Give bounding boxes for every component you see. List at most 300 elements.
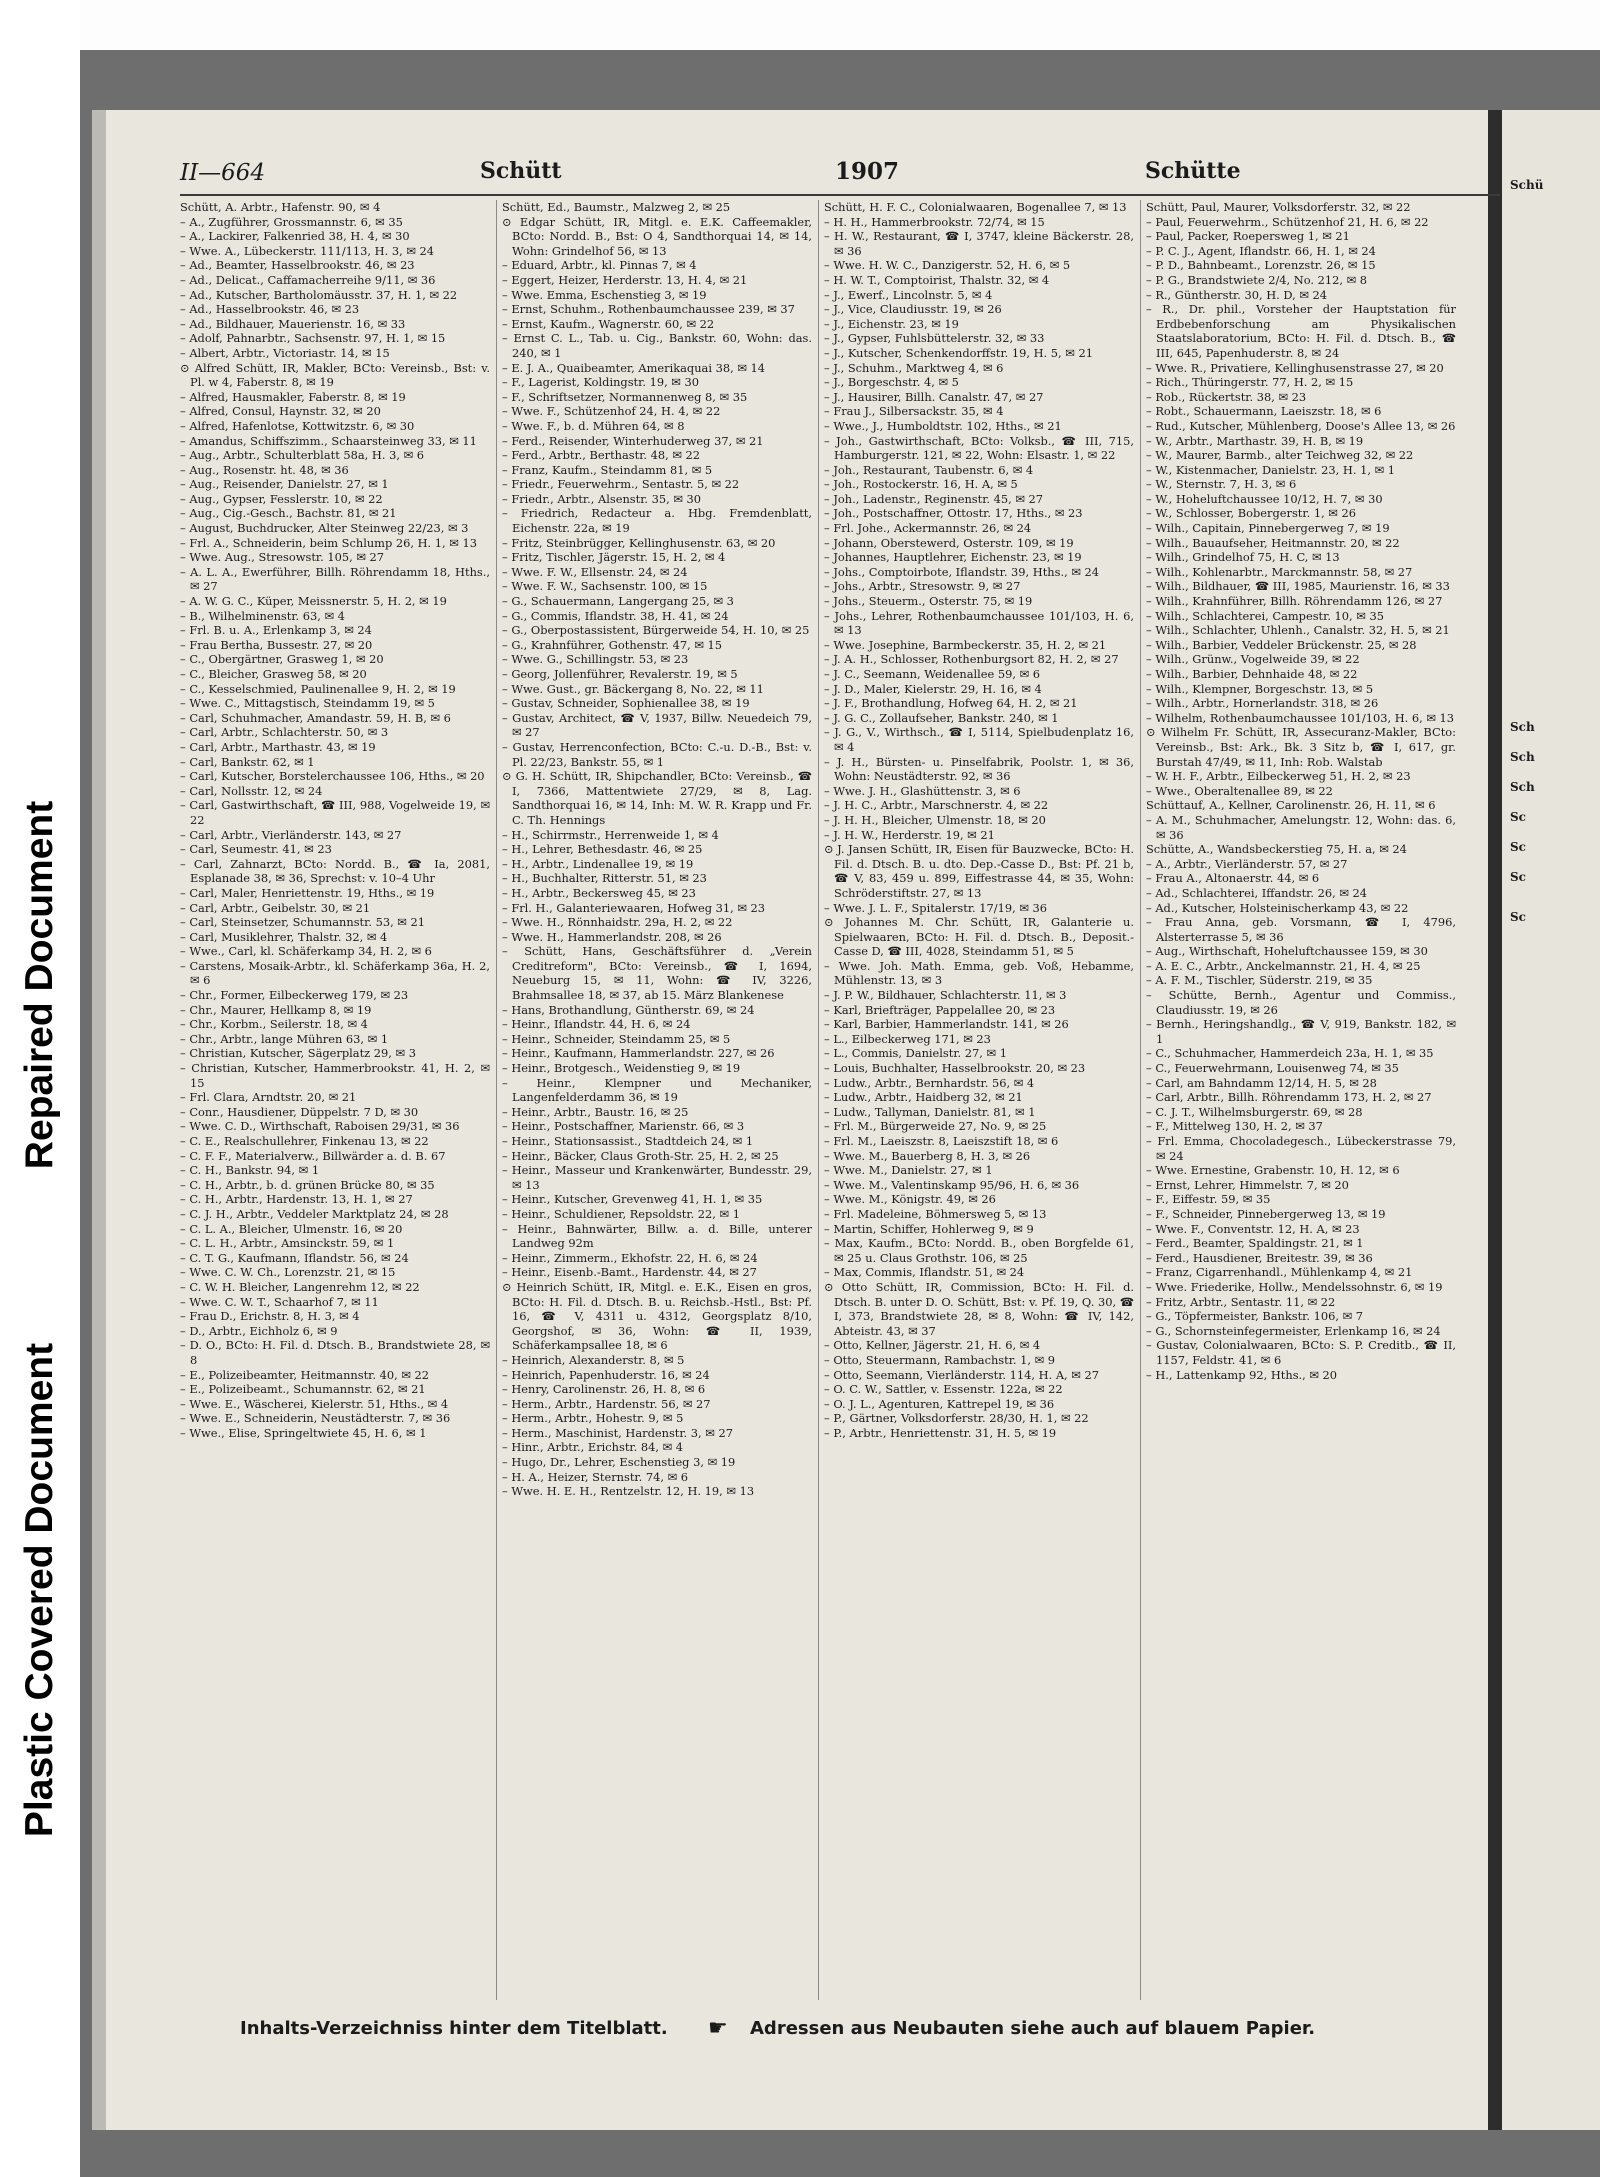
directory-entry: – Wilh., Krahnführer, Billh. Röhrendamm 126, ✉ 27 [1146,594,1443,609]
directory-entry: – Wilh., Grünw., Vogelweide 39, ✉ 22 [1146,652,1360,667]
header-first-name: Schütt [480,158,562,184]
directory-entry: – J., Hausirer, Billh. Canalstr. 47, ✉ 27 [824,389,1044,404]
directory-entry: – Karl, Briefträger, Pappelallee 20, ✉ 23 [824,1002,1056,1017]
directory-entry: – E. J. A., Quaibeamter, Amerikaquai 38, ✉ 14 [502,360,765,375]
directory-entry: – Fritz, Tischler, Jägerstr. 15, H. 2, ✉ 4 [502,550,726,565]
side-label-strip [0,0,80,2177]
page-footer [240,2018,1480,2044]
directory-entry: – C., Schuhmacher, Hammerdeich 23a, H. 1, ✉ 35 [1146,1046,1434,1061]
directory-entry: – J., Gypser, Fuhlsbüttelerstr. 32, ✉ 33 [824,331,1045,346]
directory-entry: – W., Kistenmacher, Danielstr. 23, H. 1, ✉ 1 [1146,462,1395,477]
directory-entry: – C., Obergärtner, Grasweg 1, ✉ 20 [180,652,384,667]
directory-entry: – Carl, Bankstr. 62, ✉ 1 [180,754,315,769]
directory-entry: – J., Eichenstr. 23, ✉ 19 [824,316,959,331]
directory-entry: – Johannes, Hauptlehrer, Eichenstr. 23, ✉ 19 [824,550,1082,565]
directory-entry: – Frl. M., Laeiszstr. 8, Laeiszstift 18, ✉ 6 [824,1134,1059,1148]
directory-entry: ⊙ Alfred Schütt, IR, Makler, BCto: Vereinsb., Bst: v. Pl. w 4, Faberstr. 8, ✉ 19 [180,360,490,390]
directory-entry: – Ferd., Reisender, Winterhuderweg 37, ✉ 21 [502,433,764,448]
directory-entry: – Ad., Hasselbrookstr. 46, ✉ 23 [180,302,360,317]
directory-entry: – Herm., Arbtr., Hardenstr. 56, ✉ 27 [502,1396,711,1411]
directory-entry: – H., Lattenkamp 92, Hths., ✉ 20 [1146,1367,1338,1382]
directory-entry: – August, Buchdrucker, Alter Steinweg 22/23, ✉ 3 [180,521,469,536]
directory-entry: – P. C. J., Agent, Iflandstr. 66, H. 1, ✉ 24 [1146,243,1376,258]
directory-entry: – Henry, Carolinenstr. 26, H. 8, ✉ 6 [502,1382,706,1397]
directory-entry: – Rob., Rückertstr. 38, ✉ 23 [1146,389,1307,404]
directory-entry: – Herm., Arbtr., Hohestr. 9, ✉ 5 [502,1411,684,1426]
directory-entry: – Otto, Kellner, Jägerstr. 21, H. 6, ✉ 4 [824,1338,1041,1353]
directory-entry: – Friedr., Feuerwehrm., Sentastr. 5, ✉ 22 [502,477,740,492]
directory-entry: – G., Schornsteinfegermeister, Erlenkamp 16, ✉ 24 [1146,1323,1441,1338]
directory-entry: – Gustav, Architect, ☎ V, 1937, Billw. Neuedeich 79, ✉ 27 [502,710,812,740]
directory-entry: – P. G., Brandstwiete 2/4, No. 212, ✉ 8 [1146,272,1368,287]
directory-entry: – Fritz, Arbtr., Sentastr. 11, ✉ 22 [1146,1294,1336,1309]
directory-entry: – Frl. Clara, Arndtstr. 20, ✉ 21 [180,1090,357,1105]
directory-entry: – C., Kesselschmied, Paulinenallee 9, H. 2, ✉ 19 [180,681,456,696]
directory-entry: – Wwe. Aug., Stresowstr. 105, ✉ 27 [180,550,384,565]
side-label-repaired: Repaired Document [18,800,61,1170]
directory-entry: – Paul, Feuerwehrm., Schützenhof 21, H. 6, ✉ 22 [1146,214,1429,229]
header-year: 1907 [835,158,900,185]
directory-entry: – Wilh., Schlachter, Uhlenh., Canalstr. 32, H. 5, ✉ 21 [1146,623,1450,638]
directory-entry: – Wwe. H., Hammerlandstr. 208, ✉ 26 [502,929,722,944]
directory-entry: – Ernst, Lehrer, Himmelstr. 7, ✉ 20 [1146,1177,1349,1192]
directory-entry: – Joh., Ladenstr., Reginenstr. 45, ✉ 27 [824,491,1044,506]
next-page-ref: Schü [1510,178,1544,192]
directory-entry: – C. W. H. Bleicher, Langenrehm 12, ✉ 22 [180,1279,420,1294]
directory-entry: – Fritz, Steinbrügger, Kellinghusenstr. 63, ✉ 20 [502,535,776,550]
directory-entry: – Wwe., Carl, kl. Schäferkamp 34, H. 2, ✉ 6 [180,944,432,959]
directory-entry: – Ludw., Tallyman, Danielstr. 81, ✉ 1 [824,1104,1036,1119]
directory-entry: – Heinrich, Alexanderstr. 8, ✉ 5 [502,1352,685,1367]
directory-entry: – H., Arbtr., Lindenallee 19, ✉ 19 [502,856,694,871]
directory-entry: – Wwe. H. E. H., Rentzelstr. 12, H. 19, ✉ 13 [502,1484,755,1499]
directory-entry: ⊙ Heinrich Schütt, IR, Mitgl. e. E.K., Eisen en gros, BCto: H. Fil. d. Dtsch. B. u. Reichsb.-Hstl., Bst: Pf. 16, ☎ V, 4311 u. 4312, Georgsplatz 8/10, Georgshof, ✉ 36, Wohn: ☎ II, 1939, Schäferkampsallee 18, ✉ 6 [502,1279,812,1353]
column-divider [1140,200,1141,2000]
directory-entry: – Wwe. C. D., Wirthschaft, Raboisen 29/31, ✉ 36 [180,1119,460,1134]
directory-entry: – Heinr., Iflandstr. 44, H. 6, ✉ 24 [502,1017,691,1032]
directory-entry: – Carl, Steinsetzer, Schumannstr. 53, ✉ 21 [180,915,425,930]
directory-entry: – Wwe. M., Bauerberg 8, H. 3, ✉ 26 [824,1148,1031,1163]
directory-entry: – Hinr., Arbtr., Erichstr. 84, ✉ 4 [502,1440,684,1455]
next-page-ref: Sch [1510,750,1535,764]
directory-entry: – Robt., Schauermann, Laeiszstr. 18, ✉ 6 [1146,404,1382,419]
directory-entry: – Wilh., Bildhauer, ☎ III, 1985, Maurienstr. 16, ✉ 33 [1146,579,1450,594]
directory-entry: – D. O., BCto: H. Fil. d. Dtsch. B., Brandstwiete 28, ✉ 8 [180,1338,490,1367]
directory-entry: – Aug., Rosenstr. ht. 48, ✉ 36 [180,462,349,477]
directory-entry: – Wwe. J. H., Glashüttenstr. 3, ✉ 6 [824,783,1021,798]
directory-entry: – Alfred, Hausmakler, Faberstr. 8, ✉ 19 [180,389,406,404]
directory-entry: – Adolf, Pahnarbtr., Sachsenstr. 97, H. 1, ✉ 15 [180,331,446,346]
directory-entry: – Ad., Bildhauer, Mauerienstr. 16, ✉ 33 [180,316,406,331]
directory-entry: – Ernst, Kaufm., Wagnerstr. 60, ✉ 22 [502,316,715,331]
directory-entry: – Aug., Wirthschaft, Hoheluftchaussee 159, ✉ 30 [1146,944,1428,959]
directory-entry: – Ludw., Arbtr., Bernhardstr. 56, ✉ 4 [824,1075,1035,1090]
directory-entry: – W., Schlosser, Bobergerstr. 1, ✉ 26 [1146,506,1356,521]
directory-entry: – D., Arbtr., Eichholz 6, ✉ 9 [180,1323,338,1338]
directory-entry: ⊙ G. H. Schütt, IR, Shipchandler, BCto: Vereinsb., ☎ I, 7366, Mattentwiete 27/29, ✉ 8, Lag. Sandthorquai 16, ✉ 14, Inh: M. W. R. Krapp und Fr. C. Th. Hennings [502,769,812,827]
directory-entry: – W., Maurer, Barmb., alter Teichweg 32, ✉ 22 [1146,448,1414,463]
directory-entry: Schütte, A., Wandsbeckerstieg 75, H. a, ✉ 24 [1146,842,1407,857]
directory-entry: – Georg, Jollenführer, Revalerstr. 19, ✉ 5 [502,667,738,681]
directory-entry: – W. H. F., Arbtr., Eilbeckerweg 51, H. 2, ✉ 23 [1146,769,1411,784]
directory-entry: – Heinr., Zimmerm., Ekhofstr. 22, H. 6, ✉ 24 [502,1250,758,1265]
directory-entry: – Aug., Gypser, Fesslerstr. 10, ✉ 22 [180,491,383,506]
directory-entry: – Johann, Oberstewerd, Osterstr. 109, ✉ 19 [824,535,1074,550]
directory-entry: – Joh., Gastwirthschaft, BCto: Volksb., ☎ III, 715, Hamburgerstr. 121, ✉ 22, Wohn: Elsastr. 1, ✉ 22 [824,433,1134,463]
directory-entry: – L., Commis, Danielstr. 27, ✉ 1 [824,1046,1007,1061]
directory-entry: – J. P. W., Bildhauer, Schlachterstr. 11, ✉ 3 [824,988,1067,1003]
directory-entry: ⊙ Otto Schütt, IR, Commission, BCto: H. Fil. d. Dtsch. B. unter D. O. Schütt, Bst: v. Pf. 19, Q. 30, ☎ I, 373, Brandstwiete 28, ✉ 8, Wohn: ☎ IV, 142, Abteistr. 43, ✉ 37 [824,1279,1134,1338]
directory-entry: – Frl. Johe., Ackermannstr. 26, ✉ 24 [824,521,1032,536]
directory-entry: – F., Eiffestr. 59, ✉ 35 [1146,1192,1271,1207]
directory-entry: – Wilh., Barbier, Veddeler Brückenstr. 25, ✉ 28 [1146,637,1417,652]
directory-entry: – Wilh., Barbier, Dehnhaide 48, ✉ 22 [1146,667,1358,681]
directory-entry: – G., Krahnführer, Gothenstr. 47, ✉ 15 [502,637,722,652]
directory-entry: – Heinr., Masseur und Krankenwärter, Bundesstr. 29, ✉ 13 [502,1163,812,1192]
directory-entry: – C., Feuerwehrmann, Louisenweg 74, ✉ 35 [1146,1061,1399,1076]
directory-entry: – Joh., Rostockerstr. 16, H. A, ✉ 5 [824,477,1018,492]
directory-entry: Schüttauf, A., Kellner, Carolinenstr. 26, H. 11, ✉ 6 [1146,798,1436,813]
directory-entry: – C. L. A., Bleicher, Ulmenstr. 16, ✉ 20 [180,1221,403,1236]
directory-entry: – W., Hoheluftchaussee 10/12, H. 7, ✉ 30 [1146,491,1383,506]
directory-entry: – Heinr., Bäcker, Claus Groth-Str. 25, H. 2, ✉ 25 [502,1148,779,1163]
directory-entry: – Joh., Restaurant, Taubenstr. 6, ✉ 4 [824,462,1034,477]
directory-entry: – A. E. C., Arbtr., Anckelmannstr. 21, H. 4, ✉ 25 [1146,958,1421,973]
directory-entry: – Gustav, Colonialwaaren, BCto: S. P. Creditb., ☎ II, 1157, Feldstr. 41, ✉ 6 [1146,1338,1456,1367]
directory-entry: – Frl. H., Galanteriewaaren, Hofweg 31, ✉ 23 [502,900,766,915]
directory-entry: – Otto, Seemann, Vierländerstr. 114, H. A, ✉ 27 [824,1367,1099,1382]
directory-entry: – Carl, Schuhmacher, Amandastr. 59, H. B, ✉ 6 [180,710,451,725]
directory-entry: – J., Schuhm., Marktweg 4, ✉ 6 [824,360,1004,375]
directory-entry: – J. H. W., Herderstr. 19, ✉ 21 [824,827,995,842]
directory-entry: – H., Arbtr., Beckersweg 45, ✉ 23 [502,885,696,900]
directory-entry: – Wwe. E., Schneiderin, Neustädterstr. 7, ✉ 36 [180,1411,451,1426]
directory-column-2 [502,200,812,2000]
directory-entry: – Eduard, Arbtr., kl. Pinnas 7, ✉ 4 [502,258,697,273]
directory-entry: – Wwe. F., b. d. Mühren 64, ✉ 8 [502,418,685,433]
directory-entry: – Wwe. H., Rönnhaidstr. 29a, H. 2, ✉ 22 [502,915,733,930]
directory-entry: – Wwe. C. W. T., Schaarhof 7, ✉ 11 [180,1294,379,1309]
directory-column-3 [824,200,1134,2000]
directory-entry: – J. A. H., Schlosser, Rothenburgsort 82, H. 2, ✉ 27 [824,652,1119,667]
directory-entry: – O. J. L., Agenturen, Kattrepel 19, ✉ 36 [824,1396,1055,1411]
scanned-page [80,50,1600,2177]
footer-index-note: Inhalts-Verzeichniss hinter dem Titelblatt. [240,2018,668,2039]
directory-entry: – Johs., Comptoirbote, Iflandstr. 39, Hths., ✉ 24 [824,564,1100,579]
directory-entry: – H. H., Hammerbrookstr. 72/74, ✉ 15 [824,214,1045,229]
directory-entry: – Friedr., Arbtr., Alsenstr. 35, ✉ 30 [502,491,702,506]
directory-entry: – Wwe. G., Schillingstr. 53, ✉ 23 [502,652,689,667]
directory-entry: – Christian, Kutscher, Sägerplatz 29, ✉ 3 [180,1046,416,1061]
directory-entry: – Aug., Cig.-Gesch., Bachstr. 81, ✉ 21 [180,506,397,521]
directory-entry: – G., Töpfermeister, Bankstr. 106, ✉ 7 [1146,1309,1364,1324]
directory-entry: – Carl, Kutscher, Borstelerchaussee 106, Hths., ✉ 20 [180,769,485,784]
side-label-plastic-covered: Plastic Covered Document [18,1342,61,1838]
directory-entry: – Hugo, Dr., Lehrer, Eschenstieg 3, ✉ 19 [502,1455,736,1470]
directory-entry: – G., Oberpostassistent, Bürgerweide 54, H. 10, ✉ 25 [502,623,810,638]
directory-entry: – Heinr., Klempner und Mechaniker, Langenfelderdamm 36, ✉ 19 [502,1075,812,1105]
directory-entry: – C. T. G., Kaufmann, Iflandstr. 56, ✉ 24 [180,1250,409,1265]
directory-entry: – Ad., Schlachterei, Iffandstr. 26, ✉ 24 [1146,885,1368,900]
directory-entry: – Joh., Postschaffner, Ottostr. 17, Hths., ✉ 23 [824,506,1083,521]
directory-entry: – Ernst C. L., Tab. u. Cig., Bankstr. 60, Wohn: das. 240, ✉ 1 [502,331,812,360]
directory-entry: – Herm., Maschinist, Hardenstr. 3, ✉ 27 [502,1425,733,1440]
directory-entry: – Heinr., Brotgesch., Weidenstieg 9, ✉ 19 [502,1061,741,1076]
directory-entry: – Carl, Arbtr., Vierländerstr. 143, ✉ 27 [180,827,402,842]
directory-entry: – A., Arbtr., Vierländerstr. 57, ✉ 27 [1146,856,1348,871]
directory-entry: – Frau A., Altonaerstr. 44, ✉ 6 [1146,871,1320,886]
directory-entry: – Ad., Kutscher, Holsteinischerkamp 43, ✉ 22 [1146,900,1409,915]
directory-entry: – Heinr., Eisenb.-Bamt., Hardenstr. 44, ✉ 27 [502,1265,757,1280]
directory-entry: – Franz, Cigarrenhandl., Mühlenkamp 4, ✉ 21 [1146,1265,1413,1280]
directory-entry: – Frl. M., Bürgerweide 27, No. 9, ✉ 25 [824,1119,1047,1134]
column-divider [818,200,819,2000]
directory-entry: – Wwe. M., Königstr. 49, ✉ 26 [824,1192,996,1207]
directory-entry: – Albert, Arbtr., Victoriastr. 14, ✉ 15 [180,345,390,360]
directory-entry: – J. C., Seemann, Weidenallee 59, ✉ 6 [824,667,1041,681]
directory-entry: – E., Polizeibeamter, Heitmannstr. 40, ✉ 22 [180,1367,430,1382]
directory-entry: – Chr., Korbm., Seilerstr. 18, ✉ 4 [180,1017,368,1032]
directory-entry: – R., Güntherstr. 30, H. D, ✉ 24 [1146,287,1328,302]
directory-entry: – Wwe. A., Lübeckerstr. 111/113, H. 3, ✉ 24 [180,243,434,258]
directory-entry: – Gustav, Herrenconfection, BCto: C.-u. D.-B., Bst: v. Pl. 22/23, Bankstr. 55, ✉ 1 [502,739,812,769]
next-page-ref: Sch [1510,780,1535,794]
directory-entry: – Chr., Former, Eilbeckerweg 179, ✉ 23 [180,988,409,1003]
directory-entry: – G., Schauermann, Langergang 25, ✉ 3 [502,594,734,609]
directory-entry: – Ad., Kutscher, Bartholomäusstr. 37, H. 1, ✉ 22 [180,287,458,302]
directory-entry: – Wilh., Grindelhof 75, H. C, ✉ 13 [1146,550,1340,565]
directory-entry: – Ad., Beamter, Hasselbrookstr. 46, ✉ 23 [180,258,415,273]
directory-entry: – P., Gärtner, Volksdorferstr. 28/30, H. 1, ✉ 22 [824,1411,1089,1426]
directory-entry: – Christian, Kutscher, Hammerbrookstr. 41, H. 2, ✉ 15 [180,1061,490,1090]
directory-entry: – Carl, Arbtr., Billh. Röhrendamm 173, H. 2, ✉ 27 [1146,1090,1432,1105]
directory-entry: – Frau D., Erichstr. 8, H. 3, ✉ 4 [180,1309,360,1324]
directory-entry: – Heinr., Arbtr., Baustr. 16, ✉ 25 [502,1104,689,1119]
directory-entry: – Wwe. J. L. F., Spitalerstr. 17/19, ✉ 36 [824,900,1047,915]
directory-entry: – C. H., Arbtr., Hardenstr. 13, H. 1, ✉ 27 [180,1192,413,1207]
directory-entry: – J., Vice, Claudiusstr. 19, ✉ 26 [824,302,1002,317]
directory-entry: – Ludw., Arbtr., Haidberg 32, ✉ 21 [824,1090,1023,1105]
directory-entry: – Wwe., J., Humboldtstr. 102, Hths., ✉ 21 [824,418,1062,433]
directory-entry: – J. H., Bürsten- u. Pinselfabrik, Poolstr. 1, ✉ 36, Wohn: Neustädterstr. 92, ✉ 36 [824,754,1134,784]
directory-entry: – Chr., Maurer, Hellkamp 8, ✉ 19 [180,1002,372,1017]
directory-entry: – Wwe. Friederike, Hollw., Mendelssohnstr. 6, ✉ 19 [1146,1279,1443,1294]
directory-entry: – Ernst, Schuhm., Rothenbaumchaussee 239, ✉ 37 [502,302,795,317]
directory-entry: – Wwe. M., Danielstr. 27, ✉ 1 [824,1163,993,1178]
directory-entry: – A., Lackirer, Falkenried 38, H. 4, ✉ 30 [180,229,410,244]
next-page-edge [1502,110,1600,2130]
directory-entry: – Wilh., Arbtr., Hornerlandstr. 318, ✉ 26 [1146,696,1379,711]
directory-entry: – A. L. A., Ewerführer, Billh. Röhrendamm 18, Hths., ✉ 27 [180,564,490,594]
directory-entry: – Ad., Delicat., Caffamacherreihe 9/11, ✉ 36 [180,272,436,287]
directory-entry: – Chr., Arbtr., lange Mühren 63, ✉ 1 [180,1031,389,1046]
next-page-ref: Sc [1510,840,1526,854]
book-gutter [1488,110,1502,2130]
directory-entry: – Wwe., Elise, Springeltwiete 45, H. 6, ✉ 1 [180,1425,427,1440]
directory-entry: – Conr., Hausdiener, Düppelstr. 7 D, ✉ 30 [180,1104,419,1119]
directory-column-4 [1146,200,1456,2000]
next-page-ref: Sc [1510,870,1526,884]
directory-entry: – Frau Anna, geb. Vorsmann, ☎ I, 4796, Alsterterrasse 5, ✉ 36 [1146,915,1456,944]
directory-entry: – A. M., Schuhmacher, Amelungstr. 12, Wohn: das. 6, ✉ 36 [1146,812,1456,842]
directory-entry: – Rich., Thüringerstr. 77, H. 2, ✉ 15 [1146,375,1354,390]
directory-entry: – Louis, Buchhalter, Hasselbrookstr. 20, ✉ 23 [824,1061,1086,1076]
next-page-ref: Sc [1510,910,1526,924]
directory-entry: – Wilh., Capitain, Pinnebergerweg 7, ✉ 19 [1146,521,1390,536]
directory-entry: – C. H., Arbtr., b. d. grünen Brücke 80, ✉ 35 [180,1177,435,1192]
footer-new-buildings-note: Adressen aus Neubauten siehe auch auf blauem Papier. [750,2018,1316,2039]
directory-entry: – Heinr., Schneider, Steindamm 25, ✉ 5 [502,1031,731,1046]
directory-entry: – Johs., Steuerm., Osterstr. 75, ✉ 19 [824,594,1033,609]
directory-entry: – P., Arbtr., Henriettenstr. 31, H. 5, ✉ 19 [824,1425,1057,1440]
directory-entry: – A. F. M., Tischler, Süderstr. 219, ✉ 35 [1146,973,1373,988]
directory-entry: – Heinr., Bahnwärter, Billw. a. d. Bille, unterer Landweg 92m [502,1221,812,1251]
directory-entry: – Carl, Arbtr., Marthastr. 43, ✉ 19 [180,739,376,754]
directory-entry: – C. L. H., Arbtr., Amsinckstr. 59, ✉ 1 [180,1236,395,1251]
page-number: II—664 [180,160,266,186]
directory-entry: – Frau Bertha, Bussestr. 27, ✉ 20 [180,637,373,652]
directory-entry: – O. C. W., Sattler, v. Essenstr. 122a, ✉ 22 [824,1382,1063,1397]
directory-entry: – Franz, Kaufm., Steindamm 81, ✉ 5 [502,462,713,477]
directory-entry: – H., Lehrer, Bethesdastr. 46, ✉ 25 [502,842,703,857]
directory-entry: – Ferd., Beamter, Spaldingstr. 21, ✉ 1 [1146,1236,1364,1251]
directory-entry: – Carl, Zahnarzt, BCto: Nordd. B., ☎ Ia, 2081, Esplanade 38, ✉ 36, Sprechst: v. 10–4 Uhr [180,856,490,886]
directory-entry: – E., Polizeibeamt., Schumannstr. 62, ✉ 21 [180,1382,426,1397]
directory-entry: – Ferd., Hausdiener, Breitestr. 39, ✉ 36 [1146,1250,1373,1265]
directory-entry: ⊙ Edgar Schütt, IR, Mitgl. e. E.K. Caffeemakler, BCto: Nordd. B., Bst: O 4, Sandthorquai 14, ✉ 14, Wohn: Grindelhof 56, ✉ 13 [502,214,812,258]
directory-entry: – Wwe. C. W. Ch., Lorenzstr. 21, ✉ 15 [180,1265,396,1280]
directory-entry: Schütt, H. F. C., Colonialwaaren, Bogenallee 7, ✉ 13 [824,200,1127,214]
directory-entry: Schütt, Paul, Maurer, Volksdorferstr. 32, ✉ 22 [1146,200,1411,214]
directory-entry: – H. W. T., Comptoirist, Thalstr. 32, ✉ 4 [824,272,1050,287]
directory-entry: – Johs., Lehrer, Rothenbaumchaussee 101/103, H. 6, ✉ 13 [824,608,1134,638]
directory-entry: – J. G., V., Wirthsch., ☎ I, 5114, Spielbudenplatz 16, ✉ 4 [824,725,1134,754]
directory-entry: – Wwe. Joh. Math. Emma, geb. Voß, Hebamme, Mühlenstr. 13, ✉ 3 [824,958,1134,988]
directory-entry: Schütt, Ed., Baumstr., Malzweg 2, ✉ 25 [502,200,731,214]
directory-entry: – Wilh., Klempner, Borgeschstr. 13, ✉ 5 [1146,681,1374,696]
directory-entry: – Wwe. F. W., Ellsenstr. 24, ✉ 24 [502,564,688,579]
directory-entry: – Wwe. Emma, Eschenstieg 3, ✉ 19 [502,287,707,302]
directory-entry: – Aug., Reisender, Danielstr. 27, ✉ 1 [180,477,389,492]
column-divider [496,200,497,2000]
directory-entry: – Eggert, Heizer, Herderstr. 13, H. 4, ✉ 21 [502,272,748,287]
directory-entry: – Wwe. Gust., gr. Bäckergang 8, No. 22, ✉ 11 [502,681,764,696]
directory-entry: – Wilh., Bauaufseher, Heitmannstr. 20, ✉ 22 [1146,535,1400,550]
directory-entry: – Wwe. F., Schützenhof 24, H. 4, ✉ 22 [502,404,721,419]
directory-entry: – Wilh., Schlachterei, Campestr. 10, ✉ 35 [1146,608,1384,623]
directory-entry: – Carl, Musiklehrer, Thalstr. 32, ✉ 4 [180,929,388,944]
directory-entry: – C. J. T., Wilhelmsburgerstr. 69, ✉ 28 [1146,1104,1363,1119]
directory-entry: – H., Buchhalter, Ritterstr. 51, ✉ 23 [502,871,707,886]
directory-entry: – Heinr., Postschaffner, Marienstr. 66, ✉ 3 [502,1119,745,1134]
directory-entry: – Carl, Maler, Henriettenstr. 19, Hths., ✉ 19 [180,885,435,900]
directory-entry: – Carl, Arbtr., Schlachterstr. 50, ✉ 3 [180,725,389,740]
directory-entry: – Wilhelm, Rothenbaumchaussee 101/103, H. 6, ✉ 13 [1146,710,1455,725]
directory-entry: – W., Sternstr. 7, H. 3, ✉ 6 [1146,477,1297,492]
directory-entry: – H. A., Heizer, Sternstr. 74, ✉ 6 [502,1469,688,1484]
directory-entry: ⊙ J. Jansen Schütt, IR, Eisen für Bauzwecke, BCto: H. Fil. d. Dtsch. B. u. dto. Dep.-Casse D., Bst: Pf. 21 b, ☎ V, 83, 459 u. 899, Eiffestrasse 44, ✉ 35, Wohn: Schröderstiftstr. 27, ✉ 13 [824,842,1134,900]
directory-entry: – Wwe. R., Privatiere, Kellinghusenstrasse 27, ✉ 20 [1146,360,1444,375]
directory-entry: – Carl, Seumestr. 41, ✉ 23 [180,842,332,857]
directory-entry: – J., Borgeschstr. 4, ✉ 5 [824,375,959,390]
directory-entry: – Carl, am Bahndamm 12/14, H. 5, ✉ 28 [1146,1075,1377,1090]
directory-entry: – W., Arbtr., Marthastr. 39, H. B, ✉ 19 [1146,433,1364,448]
directory-entry: – F., Schriftsetzer, Normannenweg 8, ✉ 35 [502,389,748,404]
directory-entry: – Schütt, Hans, Geschäftsführer d. „Verein Creditreform", BCto: Vereinsb., ☎ I, 1694, Neueburg 15, ✉ 11, Wohn: ☎ IV, 3226, Brahmsallee 18, ✉ 37, ab 15. März Blankenese [502,944,812,1003]
directory-entry: – Amandus, Schiffszimm., Schaarsteinweg 33, ✉ 11 [180,433,477,448]
directory-entry: – Heinr., Schuldiener, Repsoldstr. 22, ✉ 1 [502,1206,740,1221]
directory-entry: – Friedrich, Redacteur a. Hbg. Fremdenblatt, Eichenstr. 22a, ✉ 19 [502,506,812,536]
directory-entry: – B., Wilhelminenstr. 63, ✉ 4 [180,608,345,623]
directory-entry: – Carstens, Mosaik-Arbtr., kl. Schäferkamp 36a, H. 2, ✉ 6 [180,958,490,988]
directory-entry: – F., Mittelweg 130, H. 2, ✉ 37 [1146,1119,1323,1134]
directory-entry: – Carl, Nollsstr. 12, ✉ 24 [180,783,323,798]
directory-entry: – J. F., Brothandlung, Hofweg 64, H. 2, ✉ 21 [824,696,1078,711]
directory-entry: – H., Schirrmstr., Herrenweide 1, ✉ 4 [502,827,719,842]
directory-entry: – C. H., Bankstr. 94, ✉ 1 [180,1163,320,1178]
directory-entry: – J., Kutscher, Schenkendorffstr. 19, H. 5, ✉ 21 [824,345,1093,360]
directory-entry: Schütt, A. Arbtr., Hafenstr. 90, ✉ 4 [180,200,381,214]
directory-entry: – Paul, Packer, Roepersweg 1, ✉ 21 [1146,229,1350,244]
directory-entry: – H. W., Restaurant, ☎ I, 3747, kleine Bäckerstr. 28, ✉ 36 [824,229,1134,258]
next-page-ref: Sch [1510,720,1535,734]
directory-entry: – Wilh., Kohlenarbtr., Marckmannstr. 58, ✉ 27 [1146,564,1413,579]
directory-entry: – Wwe., Oberaltenallee 89, ✉ 22 [1146,783,1333,798]
directory-entry: – Wwe. H. W. C., Danzigerstr. 52, H. 6, ✉ 5 [824,258,1071,273]
directory-entry: – Wwe. E., Wäscherei, Kielerstr. 51, Hths., ✉ 4 [180,1396,449,1411]
directory-entry: – Wwe. Josephine, Barmbeckerstr. 35, H. 2, ✉ 21 [824,637,1107,652]
directory-entry: – Martin, Schiffer, Hohlerweg 9, ✉ 9 [824,1221,1034,1236]
directory-entry: – Frl. Madeleine, Böhmersweg 5, ✉ 13 [824,1206,1047,1221]
directory-column-1 [180,200,490,2000]
directory-entry: – Heinr., Stationsassist., Stadtdeich 24, ✉ 1 [502,1134,754,1148]
directory-entry: – Frl. A., Schneiderin, beim Schlump 26, H. 1, ✉ 13 [180,535,477,550]
directory-entry: – Frau J., Silbersackstr. 35, ✉ 4 [824,404,1004,419]
directory-entry: – Wwe. F., Conventstr. 12, H. A, ✉ 23 [1146,1221,1360,1236]
directory-entry: – J., Ewerf., Lincolnstr. 5, ✉ 4 [824,287,993,302]
directory-entry: – J. G. C., Zollaufseher, Bankstr. 240, ✉ 1 [824,710,1059,725]
directory-entry: – Johs., Arbtr., Stresowstr. 9, ✉ 27 [824,579,1021,594]
directory-entry: – J. H. C., Arbtr., Marschnerstr. 4, ✉ 22 [824,798,1049,813]
directory-entry: – J. D., Maler, Kielerstr. 29, H. 16, ✉ 4 [824,681,1042,696]
directory-entry: – Hans, Brothandlung, Güntherstr. 69, ✉ 24 [502,1002,755,1017]
directory-entry: – Karl, Barbier, Hammerlandstr. 141, ✉ 26 [824,1017,1069,1032]
directory-entry: – C. F. F., Materialverw., Billwärder a. d. B. 67 [180,1148,446,1163]
directory-entry: – Alfred, Consul, Haynstr. 32, ✉ 20 [180,404,381,419]
directory-entry: – Alfred, Hafenlotse, Kottwitzstr. 6, ✉ 30 [180,418,415,433]
directory-entry: – F., Lagerist, Koldingstr. 19, ✉ 30 [502,375,699,390]
next-page-ref: Sc [1510,810,1526,824]
directory-entry: – C. J. H., Arbtr., Veddeler Marktplatz 24, ✉ 28 [180,1206,449,1221]
directory-entry: – Wwe. C., Mittagstisch, Steindamm 19, ✉ 5 [180,696,435,711]
directory-entry: – Otto, Steuermann, Rambachstr. 1, ✉ 9 [824,1352,1056,1367]
directory-entry: – Wwe. M., Valentinskamp 95/96, H. 6, ✉ 36 [824,1177,1080,1192]
directory-entry: – C., Bleicher, Grasweg 58, ✉ 20 [180,667,367,681]
directory-entry: – Wwe. F. W., Sachsenstr. 100, ✉ 15 [502,579,708,594]
directory-entry: – J. H. H., Bleicher, Ulmenstr. 18, ✉ 20 [824,812,1046,827]
directory-entry: – Wwe. Ernestine, Grabenstr. 10, H. 12, ✉ 6 [1146,1163,1400,1178]
directory-entry: – R., Dr. phil., Vorsteher der Hauptstation für Erdbebenforschung am Physikalischen Staatslaboratorium, BCto: H. Fil. d. Dtsch. B., ☎ III, 645, Papenhuderstr. 8, ✉ 24 [1146,302,1456,360]
directory-entry: – Gustav, Schneider, Sophienallee 38, ✉ 19 [502,696,750,711]
directory-entry: – Frl. B. u. A., Erlenkamp 3, ✉ 24 [180,623,372,638]
directory-entry: – Ferd., Arbtr., Berthastr. 48, ✉ 22 [502,448,701,463]
header-last-name: Schütte [1145,158,1241,184]
page-header [180,152,1500,196]
directory-entry: – A. W. G. C., Küper, Meissnerstr. 5, H. 2, ✉ 19 [180,594,447,609]
directory-entry: – Carl, Arbtr., Geibelstr. 30, ✉ 21 [180,900,371,915]
directory-entry: – C. E., Realschullehrer, Finkenau 13, ✉ 22 [180,1134,429,1148]
directory-entry: – G., Commis, Iflandstr. 38, H. 41, ✉ 24 [502,608,729,623]
